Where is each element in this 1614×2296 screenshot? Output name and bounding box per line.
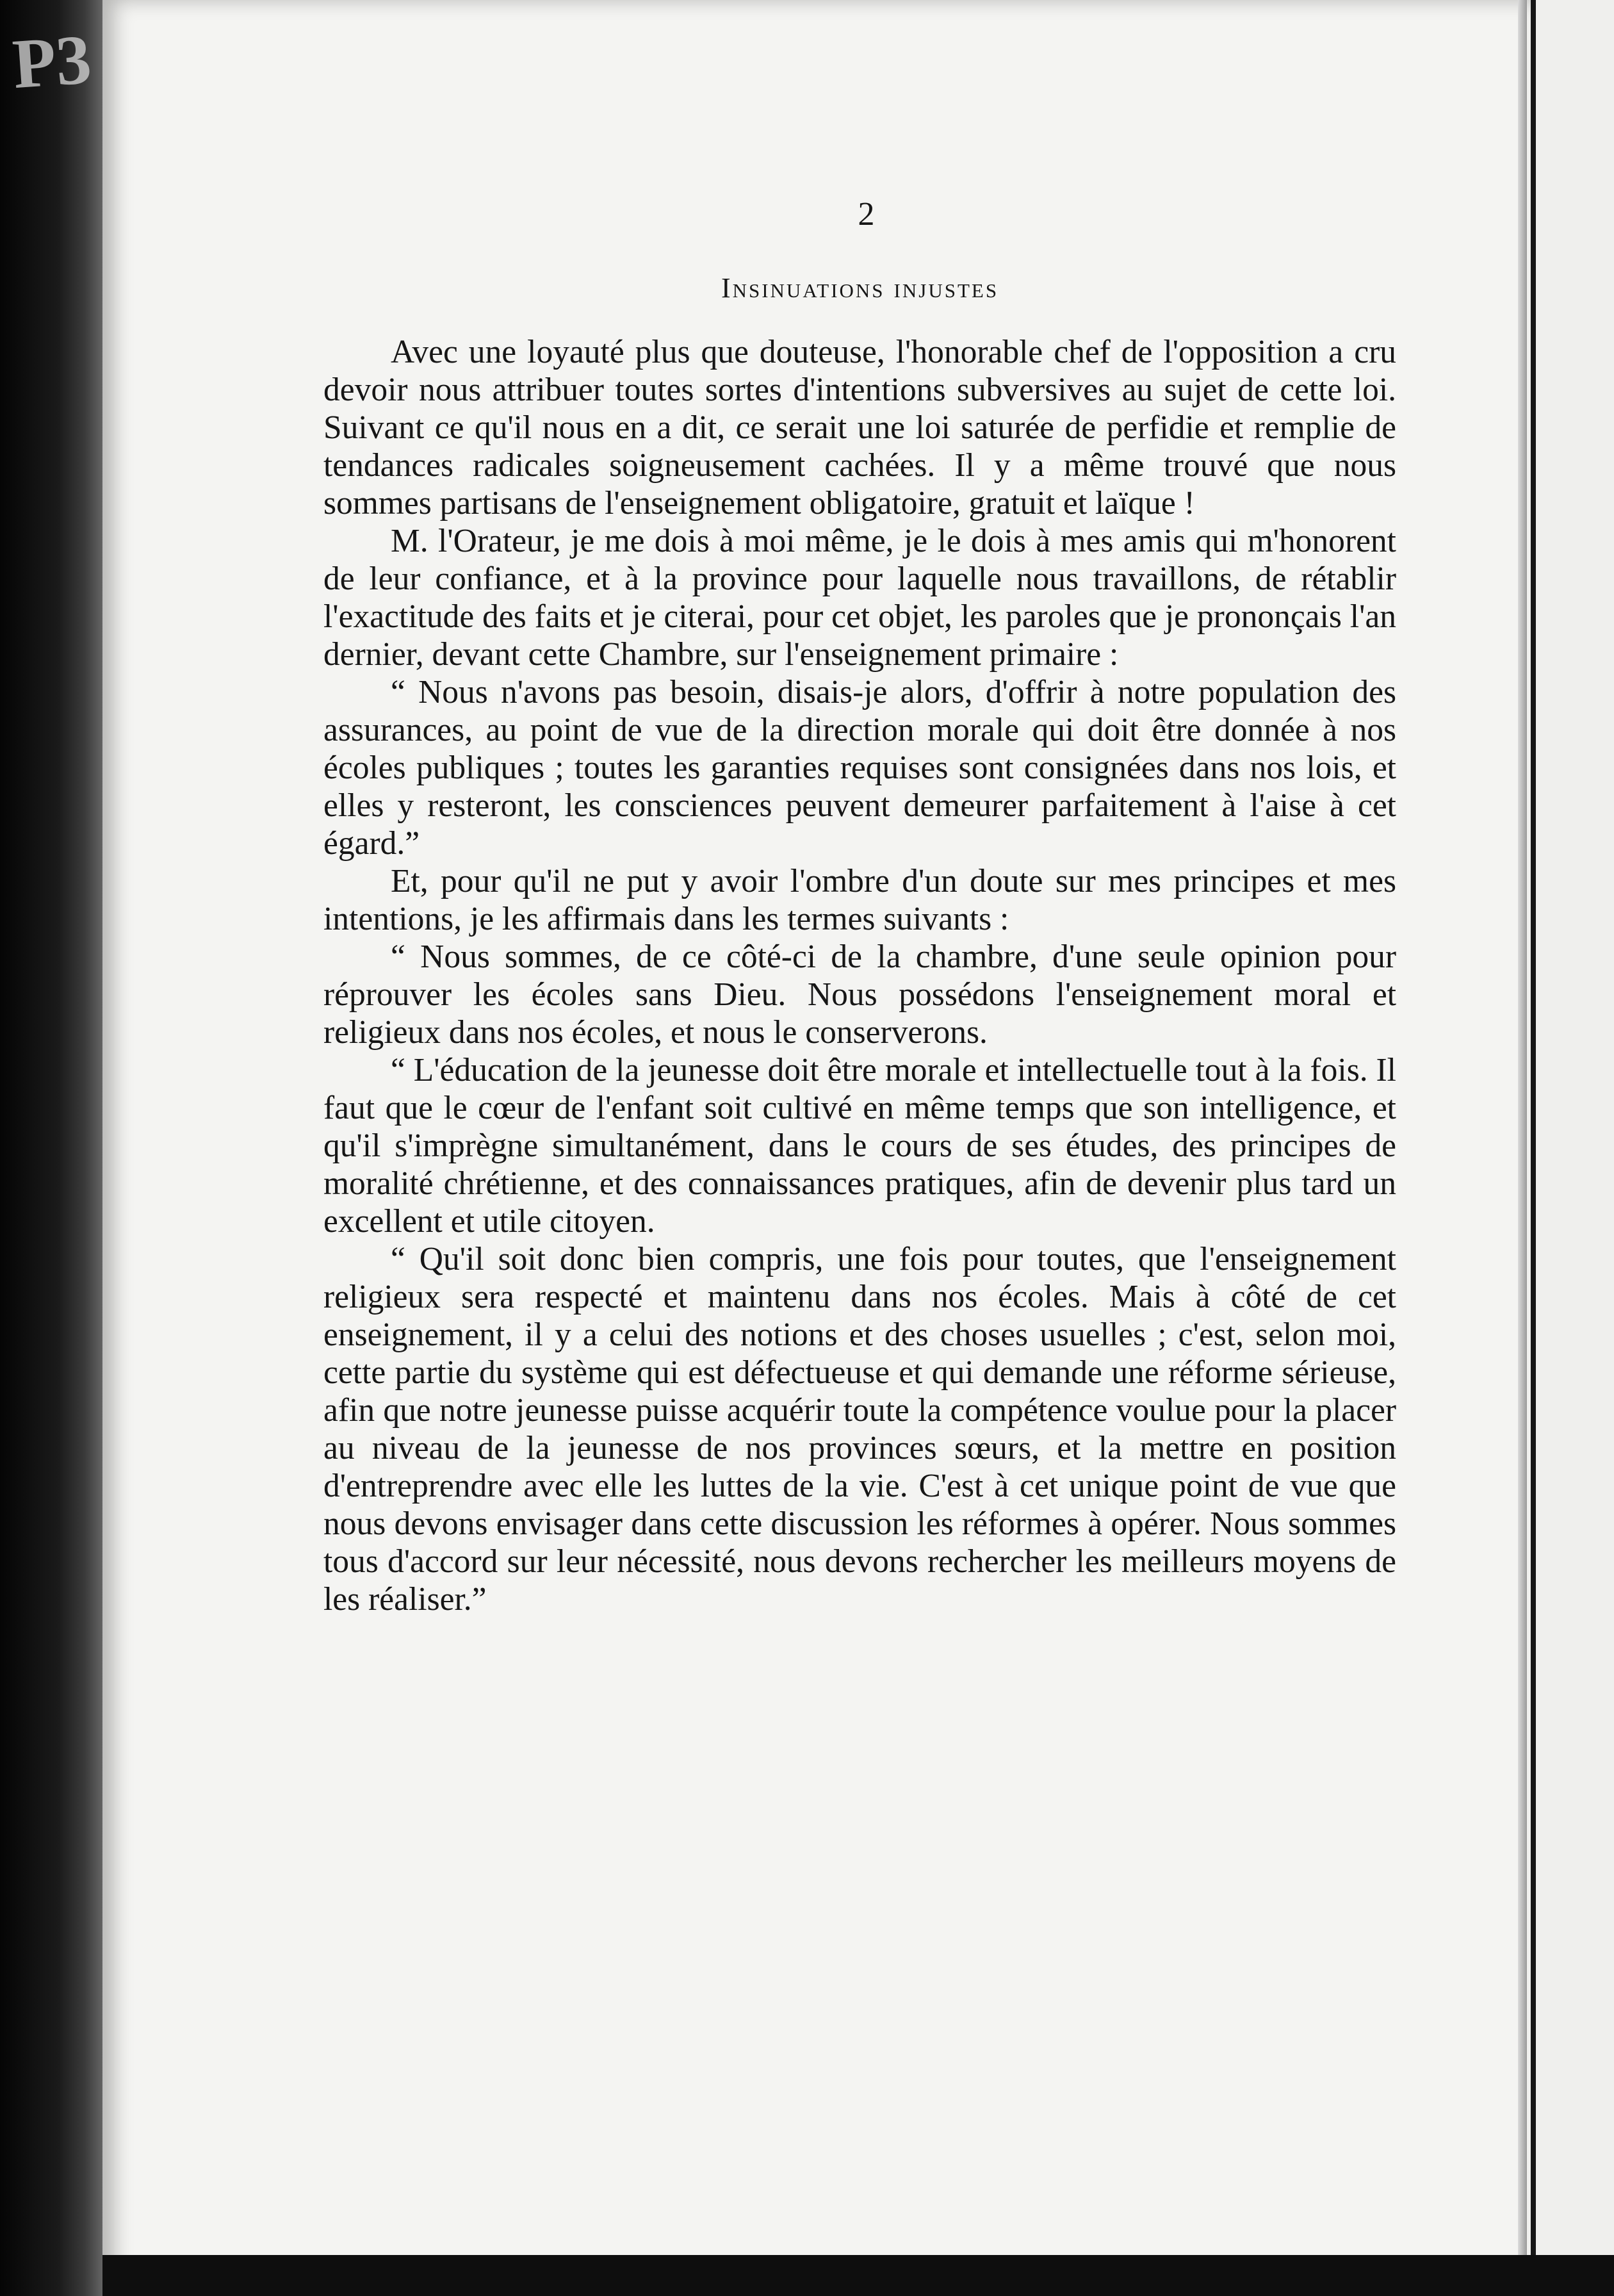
paragraph: Et, pour qu'il ne put y avoir l'ombre d'un doute sur mes principes et mes intentions, je les affirmais dans les termes suivants : bbox=[323, 863, 1396, 937]
corner-mark: P3 bbox=[10, 19, 94, 104]
paragraph: Avec une loyauté plus que douteuse, l'honorable chef de l'opposition a cru devoir nous attribuer toutes sortes d'intentions subversives au sujet de cette loi. Suivant ce qu'il nous en a dit, ce serait une loi saturée de perfidie et remplie de tendances radicales soigneusement cachées. Il y a même trouvé que nous sommes partisans de l'enseignement obligatoire, gratuit et laïque ! bbox=[323, 334, 1396, 521]
text-block bbox=[323, 192, 1396, 1618]
paragraph: “ Nous sommes, de ce côté-ci de la chambre, d'une seule opinion pour réprouver les écoles sans Dieu. Nous possédons l'enseignement moral et religieux dans nos écoles, et nous le conserverons. bbox=[323, 939, 1396, 1051]
scan-right-strip bbox=[1531, 0, 1614, 2296]
paragraph: “ Nous n'avons pas besoin, disais-je alors, d'offrir à notre population des assurances, au point de vue de la direction morale qui doit être donnée à nos écoles publiques ; toutes les garanties requises sont consignées dans nos lois, et elles y resteront, les consciences peuvent demeurer parfaitement à l'aise à cet égard.” bbox=[323, 674, 1396, 862]
scan-bottom-band bbox=[102, 2255, 1614, 2296]
paragraph: M. l'Orateur, je me dois à moi même, je le dois à mes amis qui m'honorent de leur confiance, et à la province pour laquelle nous travaillons, de rétablir l'exactitude des faits et je citerai, pour cet objet, les paroles que je prononçais l'an dernier, devant cette Chambre, sur l'enseignement primaire : bbox=[323, 523, 1396, 673]
page-right-edge bbox=[1518, 0, 1527, 2296]
page-number: 2 bbox=[858, 196, 875, 233]
paragraph: “ Qu'il soit donc bien compris, une fois pour toutes, que l'enseignement religieux sera respecté et maintenu dans nos écoles. Mais à côté de cet enseignement, il y a celui des notions et des choses usuelles ; c'est, selon moi, cette partie du système qui est défectueuse et qui demande une réforme sérieuse, afin que notre jeunesse puisse acquérir toute la compétence voulue pour la placer au niveau de la jeunesse de nos provinces sœurs, et la mettre en position d'entreprendre avec elle les luttes de la vie. C'est à cet unique point de vue que nous devons envisager dans cette discussion les réformes à opérer. Nous sommes tous d'accord sur leur nécessité, nous devons rechercher les meilleurs moyens de les réaliser.” bbox=[323, 1241, 1396, 1618]
section-title: Insinuations injustes bbox=[721, 272, 999, 304]
scan-left-margin bbox=[0, 0, 106, 2296]
paragraph: “ L'éducation de la jeunesse doit être morale et intellectuelle tout à la fois. Il faut que le cœur de l'enfant soit cultivé en même temps que son intelligence, et qu'il s'imprègne simultanément, dans le cours de ses études, des principes de moralité chrétienne, et des connaissances pratiques, afin de devenir plus tard un excellent et utile citoyen. bbox=[323, 1052, 1396, 1240]
